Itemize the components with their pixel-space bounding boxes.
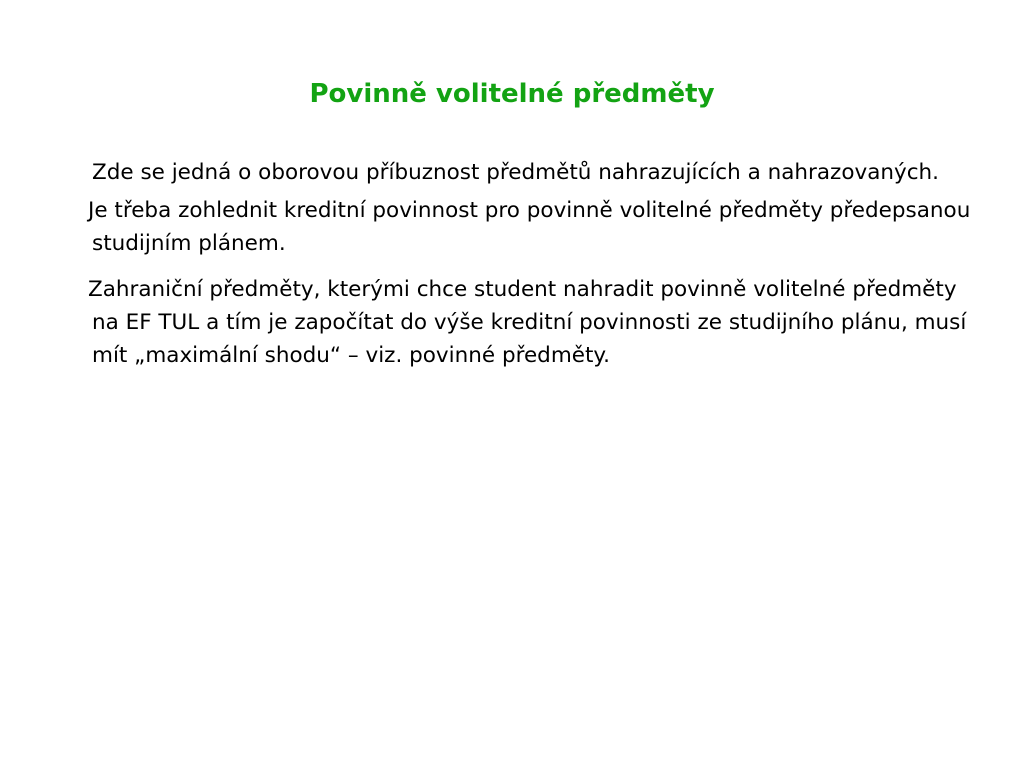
paragraph-kreditni-povinnost: Je třeba zohlednit kreditní povinnost pro povinně volitelné předměty předepsanou studijním plánem.	[88, 198, 971, 256]
paragraph-zahranicni-predmety: Zahraniční předměty, kterými chce student nahradit povinně volitelné předměty na EF TUL a tím je započítat do výše kreditní povinnosti ze studijního plánu, musí mít „maximální shodu“ – viz. povinné předměty.	[88, 277, 967, 368]
paragraph-oborova-pribuznost: Zde se jedná o oborovou příbuznost předmětů nahrazujících a nahrazovaných.	[92, 160, 940, 185]
slide-body	[88, 154, 972, 372]
slide-title: Povinně volitelné předměty	[309, 79, 715, 109]
